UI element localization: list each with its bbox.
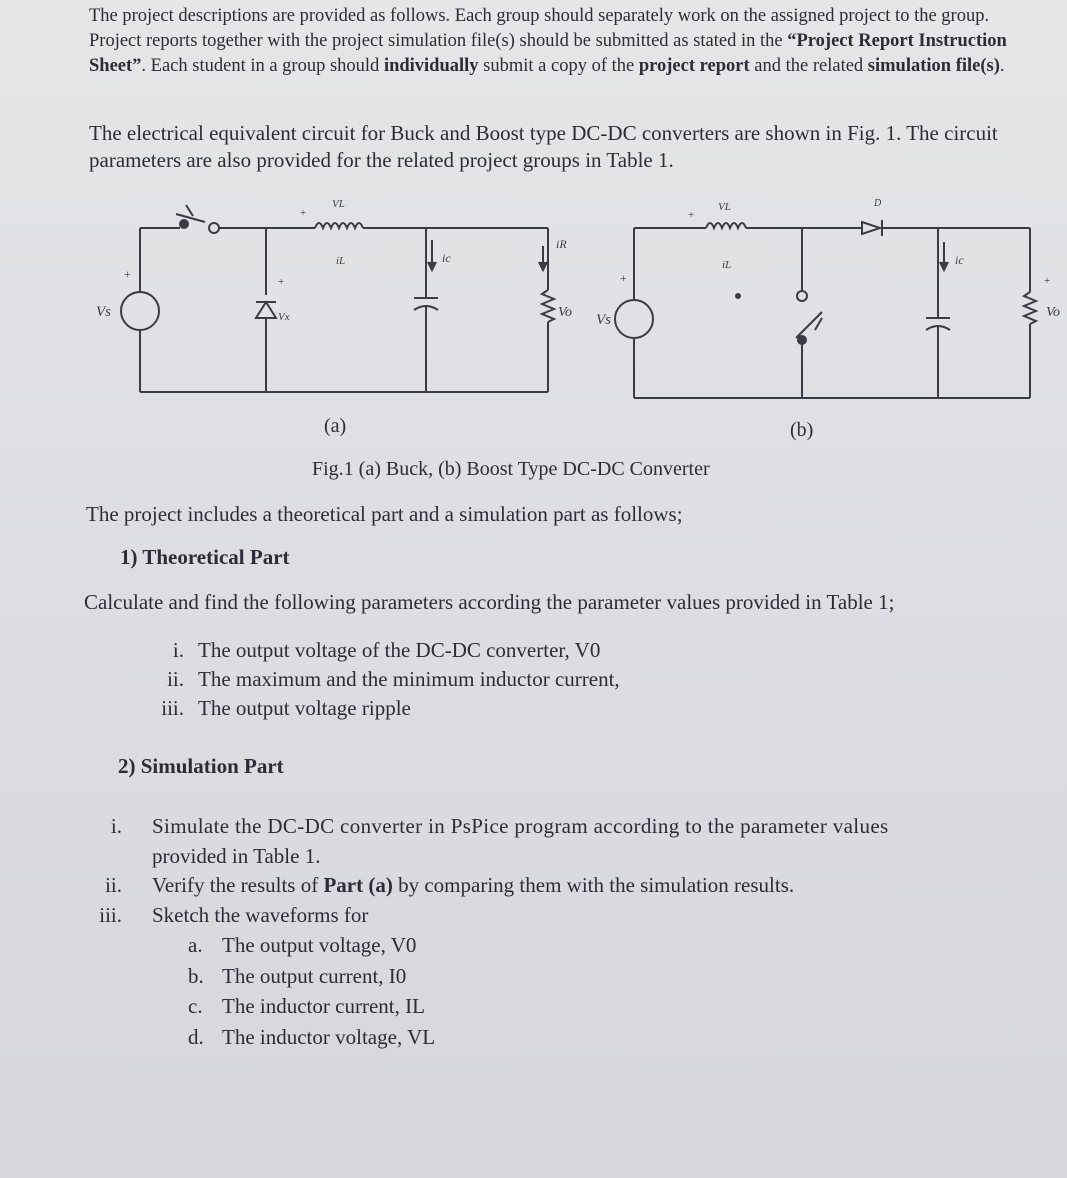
- boost-voltage-source: [615, 300, 653, 338]
- list-item: [188, 930, 435, 961]
- buck-vl-label: VL: [332, 198, 345, 210]
- item-text: by comparing them with the simulation results.: [392, 873, 795, 897]
- buck-ic-label: ic: [442, 251, 451, 265]
- boost-il-label: iL: [722, 259, 732, 271]
- item-number: ii.: [105, 873, 122, 897]
- item-text: The inductor current, IL: [222, 994, 425, 1018]
- item-text: The output current, I0: [222, 963, 407, 988]
- fig-label-b: (b): [790, 419, 814, 441]
- buck-vs-label: Vs: [96, 304, 111, 320]
- buck-ir-label: iR: [556, 237, 567, 251]
- waveform-list: [188, 930, 435, 1052]
- svg-text:+: +: [1044, 275, 1051, 287]
- list-item: [140, 665, 620, 694]
- list-item: [188, 991, 435, 1022]
- buck-il-label: iL: [336, 255, 346, 267]
- project-report-emphasis: project report: [638, 56, 750, 76]
- item-number: ii.: [167, 667, 184, 691]
- svg-text:+: +: [688, 209, 695, 221]
- list-item: [188, 1022, 435, 1053]
- intro-text-g: and the related: [749, 56, 868, 76]
- list-item: [140, 636, 620, 665]
- list-item: [60, 871, 889, 901]
- svg-text:+: +: [620, 271, 627, 285]
- boost-vl-label: VL: [718, 201, 731, 213]
- list-item: [188, 961, 435, 992]
- circuit-figure: [0, 0, 1067, 460]
- theoretical-part-heading: 1) Theoretical Part: [120, 545, 290, 569]
- buck-vo-label: Vo: [558, 305, 572, 320]
- intro-text-c: . Each student in a group should: [141, 56, 384, 76]
- buck-load-resistor: [542, 290, 554, 322]
- item-number: i.: [172, 638, 184, 662]
- intro-text-i: .: [999, 56, 1005, 76]
- item-letter: d.: [188, 1024, 204, 1049]
- boost-load-resistor: [1024, 292, 1036, 324]
- boost-ic-label: ic: [955, 253, 964, 267]
- item-text: The output voltage ripple: [198, 696, 411, 720]
- instruction-sheet-title: “Project Report Instruction Sheet”: [89, 31, 1007, 76]
- buck-converter-diagram: [96, 198, 572, 392]
- list-item: [60, 901, 889, 931]
- boost-d-label: D: [874, 198, 882, 209]
- boost-diode: [862, 222, 880, 234]
- svg-text:+: +: [300, 207, 307, 219]
- buck-inductor: [315, 223, 363, 228]
- boost-converter-diagram: [596, 198, 1060, 398]
- item-number: iii.: [99, 902, 122, 927]
- svg-text:+: +: [278, 276, 285, 288]
- item-text: provided in Table 1.: [152, 843, 321, 868]
- intro-text-a: The project descriptions are provided as follows. Each group should separately work on the assigned project to the group. Project reports together with the project simulation file(s) should be submitted as stated in the: [89, 6, 990, 51]
- simulation-part-heading: 2) Simulation Part: [118, 754, 284, 778]
- item-number: i.: [110, 814, 122, 838]
- item-letter: a.: [188, 933, 203, 957]
- item-text: Verify the results of: [152, 873, 324, 897]
- figure-caption: Fig.1 (a) Buck, (b) Boost Type DC-DC Converter: [312, 458, 710, 480]
- circuit-intro-paragraph: The electrical equivalent circuit for Buck and Boost type DC-DC converters are shown in Fig. 1. The circuit parameters are also provided for the related project groups in Table 1.: [89, 121, 998, 172]
- buck-vx-label: Vx: [278, 311, 290, 323]
- project-includes-text: The project includes a theoretical part and a simulation part as follows;: [86, 502, 683, 526]
- list-item: [140, 694, 620, 723]
- boost-vo-label: Vo: [1046, 305, 1060, 320]
- buck-voltage-source: [121, 292, 159, 330]
- item-text: The maximum and the minimum inductor current,: [198, 667, 620, 691]
- item-text: The output voltage of the DC-DC converter, V0: [198, 638, 601, 662]
- item-letter: c.: [188, 994, 203, 1018]
- item-text: Sketch the waveforms for: [152, 902, 369, 927]
- item-number: iii.: [161, 696, 184, 720]
- simulation-list: [60, 812, 889, 930]
- boost-inductor: [706, 223, 746, 228]
- list-item: [60, 812, 889, 842]
- item-letter: b.: [188, 963, 204, 988]
- item-text: The inductor voltage, VL: [222, 1024, 436, 1049]
- individually-emphasis: individually: [383, 56, 479, 76]
- boost-vs-label: Vs: [596, 312, 611, 328]
- fig-label-a: (a): [324, 415, 347, 437]
- intro-text-e: submit a copy of the: [478, 56, 639, 76]
- simulation-files-emphasis: simulation file(s): [867, 56, 1000, 76]
- item-text: The output voltage, V0: [222, 933, 417, 957]
- theoretical-intro: Calculate and find the following parameters according the parameter values provided in Table 1;: [84, 590, 895, 614]
- svg-text:+: +: [124, 267, 131, 281]
- buck-diode: [256, 302, 276, 318]
- part-a-emphasis: Part (a): [323, 873, 393, 897]
- list-item: [60, 842, 889, 872]
- item-text: Simulate the DC-DC converter in PsPice program according to the parameter values: [152, 814, 889, 838]
- theoretical-list: [140, 636, 620, 723]
